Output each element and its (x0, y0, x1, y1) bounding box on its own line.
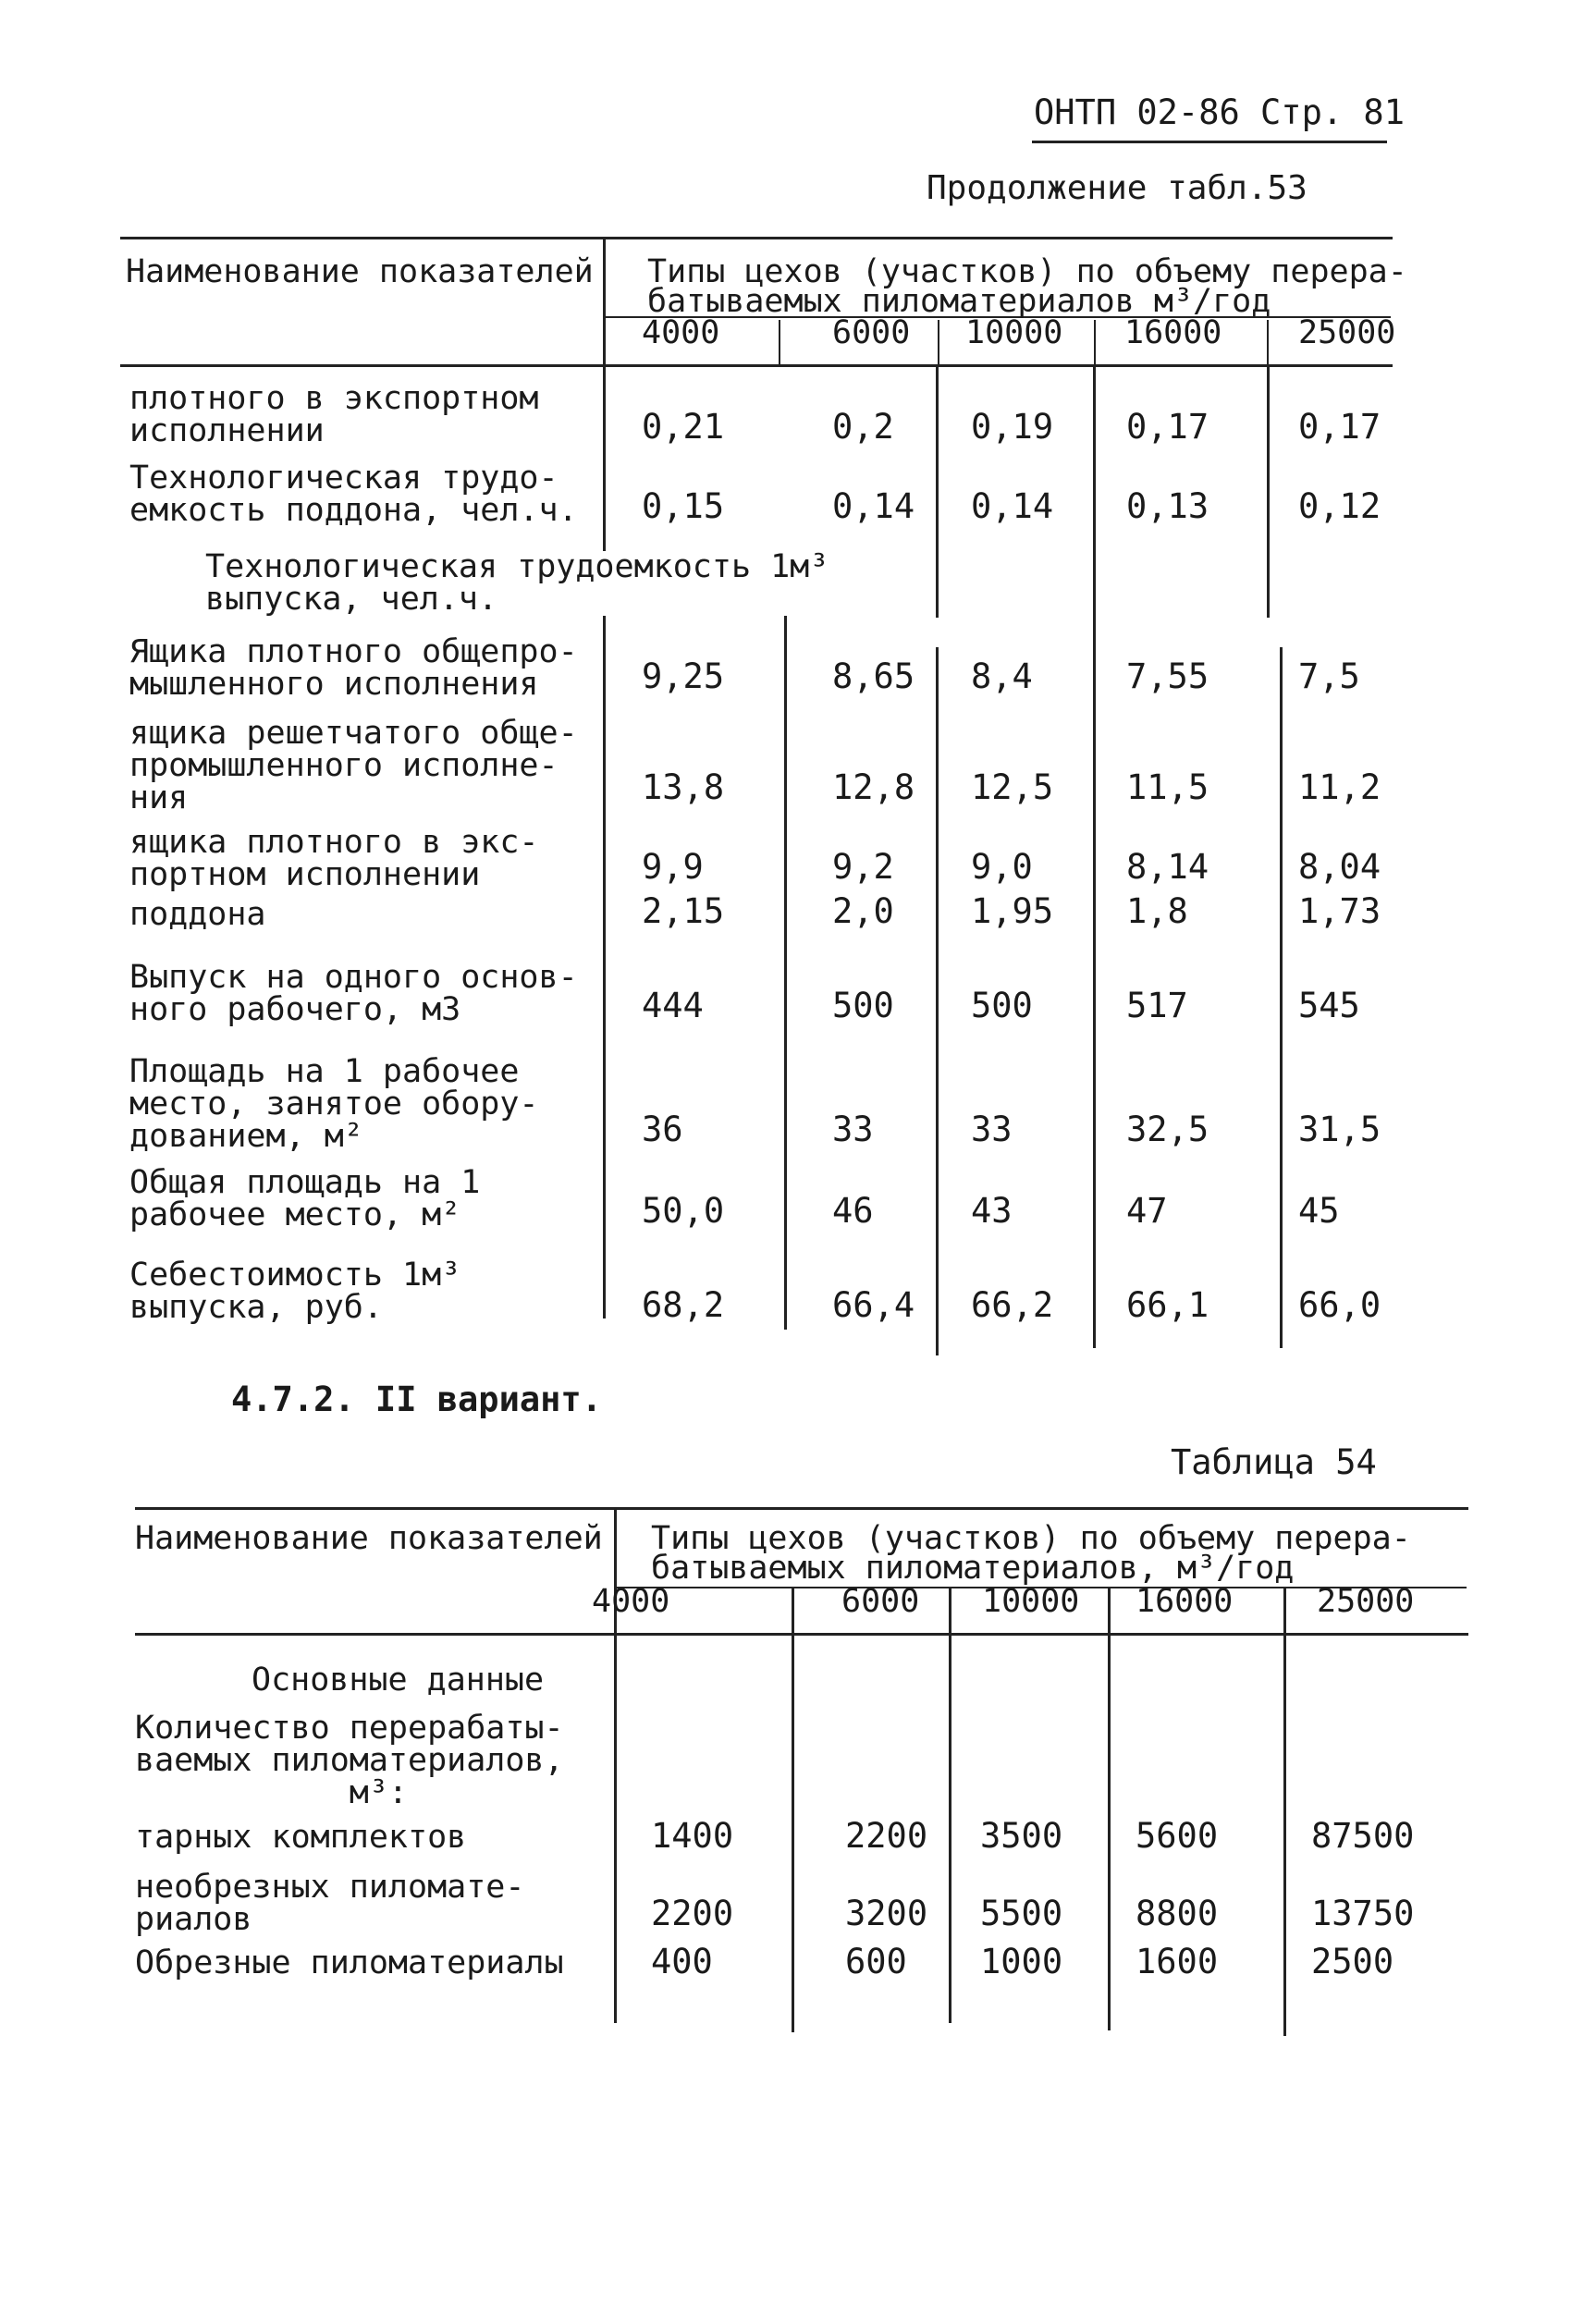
table-cell: 50,0 (642, 1191, 725, 1231)
column-divider (1108, 1588, 1111, 2030)
table-cell: 12,8 (832, 767, 915, 807)
table-cell: 66,4 (832, 1285, 915, 1325)
table-cell: 1400 (651, 1816, 734, 1856)
column-divider (1093, 366, 1096, 1348)
column-header-group: батываемых пиломатериалов, м³/год (651, 1550, 1295, 1587)
table-cell: 1,8 (1126, 891, 1188, 931)
table-cell: 8,65 (832, 656, 915, 696)
table-cell: 1600 (1136, 1942, 1219, 1981)
table-cell: 13,8 (642, 767, 725, 807)
table-cell: 66,0 (1298, 1285, 1381, 1325)
table-cell: 400 (651, 1942, 713, 1981)
column-header-value: 6000 (841, 1583, 920, 1620)
table-cell: 0,13 (1126, 486, 1209, 526)
table-cell: 1,73 (1298, 891, 1381, 931)
table-cell: 0,14 (832, 486, 915, 526)
table-cell: 8,14 (1126, 847, 1209, 887)
table-cell: 87500 (1311, 1816, 1415, 1856)
table-cell: 500 (971, 986, 1033, 1025)
table-cell: 0,14 (971, 486, 1054, 526)
table-cell: 1,95 (971, 891, 1054, 931)
table-cell: 3500 (980, 1816, 1063, 1856)
row-subheading: Технологическая трудоемкость 1м³ выпуска, чел.ч. (205, 548, 829, 618)
table-cell: 68,2 (642, 1285, 725, 1325)
column-divider (1283, 1588, 1286, 2036)
table-cell: 2200 (845, 1816, 928, 1856)
table-cell: 66,2 (971, 1285, 1054, 1325)
table-cell: 2,0 (832, 891, 894, 931)
table-cell: 0,17 (1126, 407, 1209, 447)
table-cell: 545 (1298, 986, 1360, 1025)
column-header-name: Наименование показателей (135, 1520, 603, 1557)
table-cell: 5500 (980, 1894, 1063, 1933)
row-label: ящика решетчатого обще- промышленного исполне- ния (129, 715, 578, 816)
column-divider (1267, 366, 1270, 618)
table-cell: 33 (971, 1110, 1013, 1149)
table-cell: 1000 (980, 1942, 1063, 1981)
table-cell: 0,17 (1298, 407, 1381, 447)
table-cell: 0,2 (832, 407, 894, 447)
column-divider (779, 320, 780, 364)
table-cell: 31,5 (1298, 1110, 1381, 1149)
table-cell: 2500 (1311, 1942, 1394, 1981)
table-cell: 2200 (651, 1894, 734, 1933)
table-cell: 8,4 (971, 656, 1033, 696)
row-label: Площадь на 1 рабочее место, занятое обору- дованием, м² (129, 1053, 539, 1155)
column-header-group: Типы цехов (участков) по объему перера- (651, 1520, 1411, 1557)
row-label: Выпуск на одного основ- ного рабочего, м3 (129, 959, 578, 1028)
table-top-rule (120, 237, 1393, 239)
column-divider (936, 647, 939, 1355)
table-cell: 8800 (1136, 1894, 1219, 1933)
table-cell: 8,04 (1298, 847, 1381, 887)
column-header-name: Наименование показателей (126, 253, 594, 290)
column-header-value: 16000 (1124, 314, 1222, 351)
column-header-value: 4000 (592, 1583, 670, 1620)
table-cell: 46 (832, 1191, 874, 1231)
table-cell: 9,9 (642, 847, 704, 887)
column-divider (792, 1588, 794, 2032)
row-label: поддона (129, 896, 266, 933)
table-top-rule (135, 1507, 1468, 1510)
section-heading: 4.7.2. II вариант. (231, 1380, 602, 1419)
column-header-value: 6000 (832, 314, 911, 351)
table-cell: 500 (832, 986, 894, 1025)
table-cell: 0,21 (642, 407, 725, 447)
row-label: Обрезные пиломатериалы (135, 1944, 564, 1981)
table-caption: Таблица 54 (1171, 1442, 1377, 1482)
table-cell: 0,12 (1298, 486, 1381, 526)
column-divider (936, 366, 939, 618)
table-cell: 66,1 (1126, 1285, 1209, 1325)
column-divider (784, 610, 787, 1330)
column-header-value: 16000 (1136, 1583, 1234, 1620)
row-subheading: Основные данные (252, 1662, 545, 1699)
table-cell: 11,5 (1126, 767, 1209, 807)
column-header-value: 25000 (1298, 314, 1396, 351)
table-cell: 2,15 (642, 891, 725, 931)
column-divider (1094, 320, 1096, 364)
table-cell: 33 (832, 1110, 874, 1149)
table-cell: 5600 (1136, 1816, 1219, 1856)
row-label: плотного в экспортном исполнении (129, 380, 539, 449)
column-divider (938, 320, 939, 364)
table-cell: 7,5 (1298, 656, 1360, 696)
table-cell: 9,2 (832, 847, 894, 887)
table-cell: 13750 (1311, 1894, 1415, 1933)
name-column-divider (603, 239, 606, 1318)
table-cell: 9,0 (971, 847, 1033, 887)
table-cell: 32,5 (1126, 1110, 1209, 1149)
row-label: необрезных пиломате- риалов (135, 1869, 525, 1938)
column-header-value: 4000 (642, 314, 720, 351)
table-cell: 12,5 (971, 767, 1054, 807)
doc-reference-underline (1032, 141, 1387, 143)
row-label: Общая площадь на 1 рабочее место, м² (129, 1164, 481, 1233)
row-label: Технологическая трудо- емкость поддона, чел.ч. (129, 460, 578, 529)
table-cell: 9,25 (642, 656, 725, 696)
table-cell: 444 (642, 986, 704, 1025)
table-cell: 11,2 (1298, 767, 1381, 807)
header-bottom-rule (120, 364, 1393, 367)
doc-reference: ОНТП 02-86 Стр. 81 (1034, 92, 1405, 132)
column-header-group: батываемых пиломатериалов м³/год (647, 283, 1271, 320)
table-cell: 3200 (845, 1894, 928, 1933)
table-cell: 43 (971, 1191, 1013, 1231)
row-label: ящика плотного в экс- портном исполнении (129, 824, 539, 893)
column-header-value: 10000 (982, 1583, 1080, 1620)
row-label: Себестоимость 1м³ выпуска, руб. (129, 1257, 461, 1326)
table-continuation-label: Продолжение табл.53 (927, 169, 1307, 207)
table-cell: 47 (1126, 1191, 1168, 1231)
header-bottom-rule (135, 1633, 1468, 1636)
column-header-value: 10000 (965, 314, 1063, 351)
table-cell: 0,15 (642, 486, 725, 526)
column-divider (949, 1588, 951, 2023)
row-label: Ящика плотного общепро- мышленного исполнения (129, 633, 578, 703)
table-cell: 45 (1298, 1191, 1340, 1231)
column-divider (1267, 320, 1269, 364)
row-label: тарных комплектов (135, 1819, 467, 1856)
table-cell: 517 (1126, 986, 1188, 1025)
column-divider (1280, 647, 1283, 1348)
table-cell: 36 (642, 1110, 683, 1149)
column-header-value: 25000 (1317, 1583, 1415, 1620)
table-cell: 0,19 (971, 407, 1054, 447)
row-group-label: Количество перерабаты- ваемых пиломатериалов, м³: (135, 1710, 564, 1811)
table-cell: 600 (845, 1942, 907, 1981)
column-header-group: Типы цехов (участков) по объему перера- (647, 253, 1407, 290)
table-cell: 7,55 (1126, 656, 1209, 696)
